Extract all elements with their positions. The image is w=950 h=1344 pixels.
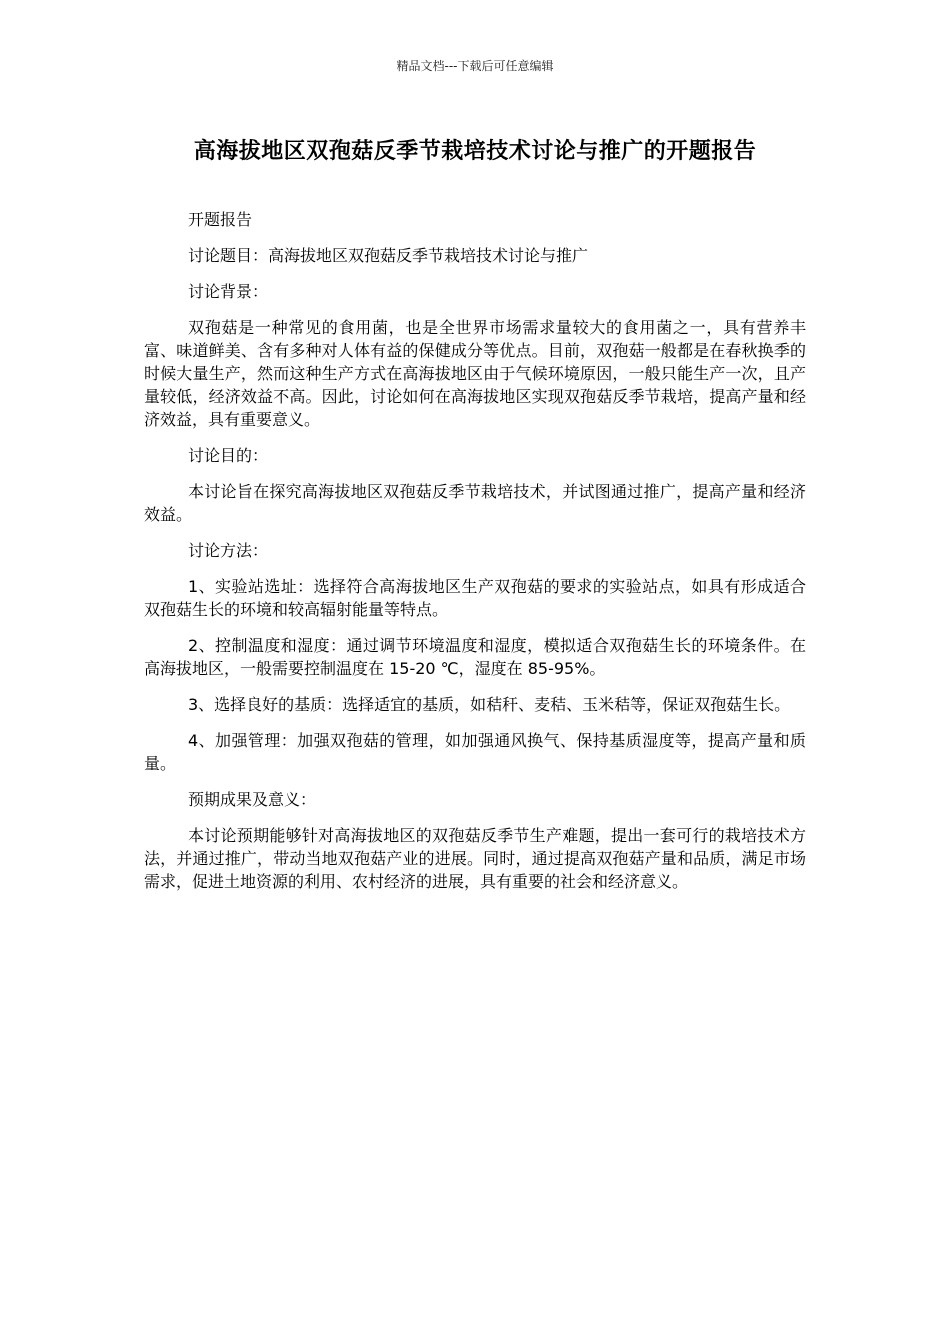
paragraph-outcomes: 本讨论预期能够针对高海拔地区的双孢菇反季节生产难题，提出一套可行的栽培技术方法，并通过推广，带动当地双孢菇产业的进展。同时，通过提高双孢菇产量和品质，满足市场需求，促进土地资源的利用、农村经济的进展，具有重要的社会和经济意义。 — [144, 826, 806, 891]
method-item-site: 1、实验站选址：选择符合高海拔地区生产双孢菇的要求的实验站点，如具有形成适合双孢菇生长的环境和较高辐射能量等特点。 — [144, 577, 806, 619]
method-item-substrate: 3、选择良好的基质：选择适宜的基质，如秸秆、麦秸、玉米秸等，保证双孢菇生长。 — [188, 695, 791, 714]
section-heading-background: 讨论背景： — [188, 282, 269, 301]
paragraph-background: 双孢菇是一种常见的食用菌，也是全世界市场需求量较大的食用菌之一，具有营养丰富、味道鲜美、含有多种对人体有益的保健成分等优点。目前，双孢菇一般都是在春秋换季的时候大量生产，然而这种生产方式在高海拔地区由于气候环境原因，一般只能生产一次，且产量较低，经济效益不高。因此，讨论如何在高海拔地区实现双孢菇反季节栽培，提高产量和经济效益，具有重要意义。 — [144, 318, 806, 429]
method-item-management: 4、加强管理：加强双孢菇的管理，如加强通风换气、保持基质湿度等，提高产量和质量。 — [144, 731, 806, 773]
document-body — [144, 208, 806, 906]
section-heading-methods: 讨论方法： — [188, 541, 269, 560]
document-title: 高海拔地区双孢菇反季节栽培技术讨论与推广的开题报告 — [193, 139, 757, 164]
method-item-climate: 2、控制温度和湿度：通过调节环境温度和湿度，模拟适合双孢菇生长的环境条件。在高海拔地区，一般需要控制温度在 15-20 ℃，湿度在 85-95%。 — [144, 636, 806, 678]
section-heading-purpose: 讨论目的： — [188, 446, 269, 465]
paragraph-topic: 讨论题目：高海拔地区双孢菇反季节栽培技术讨论与推广 — [188, 246, 589, 265]
header-note: 精品文档---下载后可任意编辑 — [396, 59, 554, 73]
paragraph-report-label: 开题报告 — [188, 210, 253, 229]
paragraph-purpose: 本讨论旨在探究高海拔地区双孢菇反季节栽培技术，并试图通过推广，提高产量和经济效益。 — [144, 482, 806, 524]
section-heading-outcomes: 预期成果及意义： — [188, 790, 317, 809]
